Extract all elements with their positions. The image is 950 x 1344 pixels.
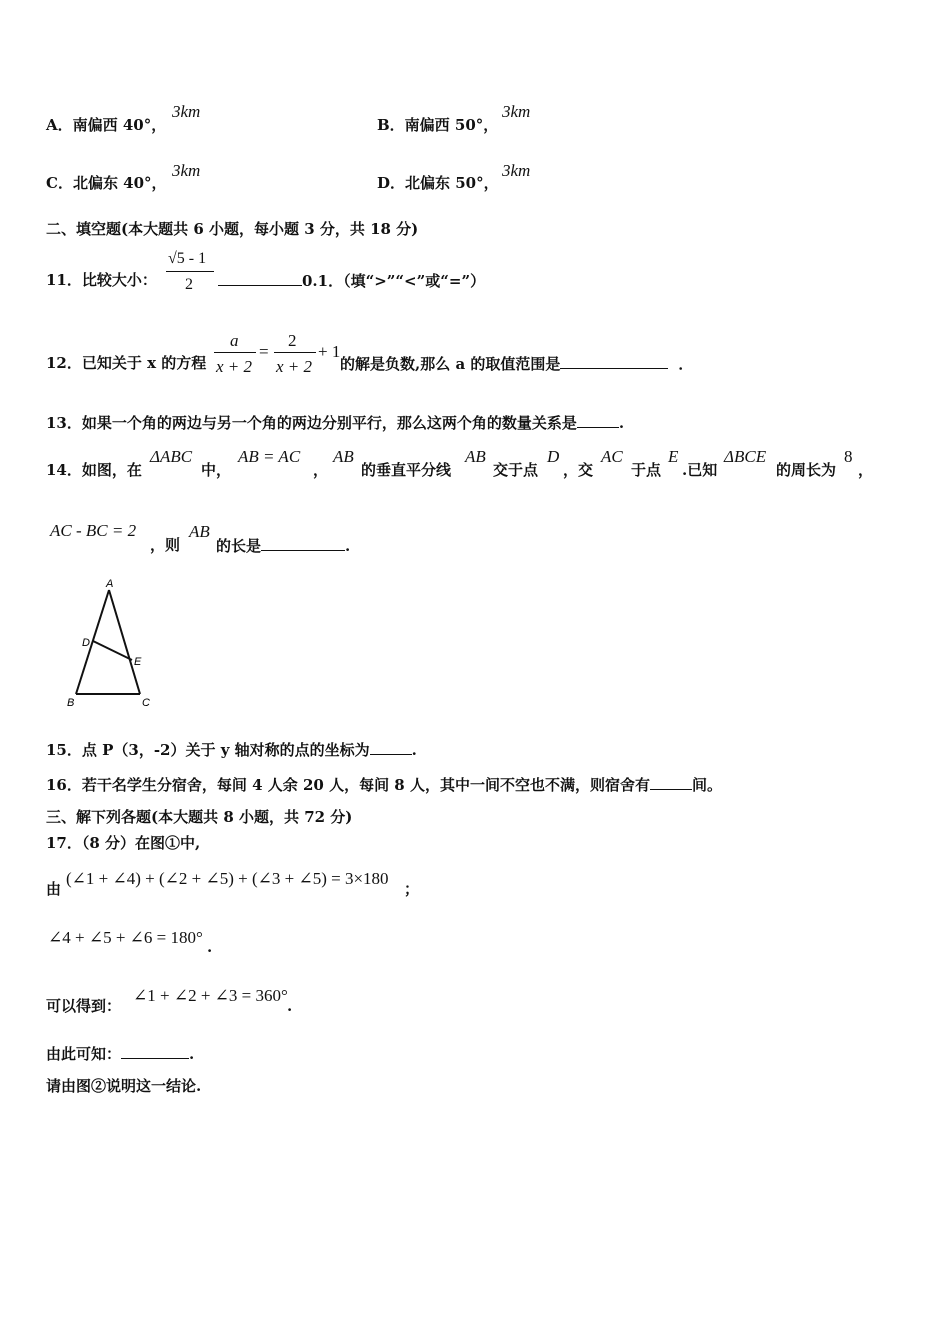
option-b-distance: 3km [502,102,531,121]
q11-fraction-bar [166,271,214,272]
q17-know-label: 由此可知： [46,1045,122,1063]
q14-t13: . [345,537,351,555]
q17-expr2: ∠4 + ∠5 + ∠6 = 180° [48,928,203,947]
q17-explain: 请由图②说明这一结论. [46,1077,202,1095]
q12-prefix: 12．已知关于 x 的方程 [46,354,207,372]
q16-text: 16．若干名学生分宿舍，每间 4 人余 20 人，每间 8 人，其中一间不空也不满，则宿舍有 [46,776,650,794]
q17-get-label: 可以得到： [46,997,122,1015]
q11-suffix: 0.1．（填“>”“<”或“=”） [302,272,486,290]
q14-t5: 交于点 [493,461,539,479]
label-d: D [82,637,90,649]
q11-fraction-denominator: 2 [185,276,193,293]
q11-prefix: 11．比较大小： [46,271,157,289]
q17-answer-blank[interactable] [121,1046,189,1059]
section-3-heading: 三、解下列各题(本大题共 8 小题，共 72 分) [46,808,353,826]
q11-fraction-numerator: √5 - 1 [168,250,207,267]
q16-end: 间。 [691,776,722,794]
q14-m7: E [668,447,679,466]
option-d-distance: 3km [502,161,531,180]
q14-t1: 14．如图，在 [46,461,142,479]
q14-t10: ， [858,461,874,479]
q14-t8: .已知 [682,461,718,479]
label-c: C [142,697,150,709]
option-d-label: D．北偏东 50°， [377,174,499,192]
option-b-label: B．南偏西 50°， [377,116,499,134]
q14-m8: ΔBCE [724,447,767,466]
q14-m5: D [547,447,560,466]
option-c-label: C．北偏东 40°， [46,174,167,192]
q17-expr3: ∠1 + ∠2 + ∠3 = 360° [133,986,288,1005]
q13-answer-blank[interactable] [577,415,619,428]
q12-end: ． [678,355,694,373]
q14-t9: 的周长为 [776,461,837,479]
q12-f2-bar [274,352,316,353]
q14-m11: AB [189,522,210,541]
q12-plus-one: + 1 [318,342,341,361]
q15-answer-blank[interactable] [370,742,412,755]
q14-m6: AC [601,447,623,466]
label-b: B [67,697,75,709]
triangle-figure [60,575,160,710]
q17-expr1: (∠1 + ∠4) + (∠2 + ∠5) + (∠3 + ∠5) = 3×180 [66,869,389,888]
q17-expr3-dot: . [287,997,293,1015]
q17-semicolon: ； [404,880,420,898]
q12-f1-numerator: a [230,331,239,350]
q16-answer-blank[interactable] [650,777,692,790]
q14-t2: 中， [201,461,232,479]
side-ac [109,590,140,694]
option-a-distance: 3km [172,102,201,121]
q12-f2-numerator: 2 [288,331,297,350]
q14-answer-blank[interactable] [261,538,345,551]
q14-t6: ，交 [563,461,594,479]
q12-f1-bar [214,352,256,353]
q12-equals: = [259,342,269,361]
label-e: E [134,656,142,668]
q13-end: . [618,414,625,432]
q14-m2: AB = AC [238,447,301,466]
q14-m1: ΔABC [150,447,193,466]
q17-expr2-dot: . [207,938,213,956]
q12-answer-blank[interactable] [560,356,668,369]
option-c-distance: 3km [172,161,201,180]
q14-t11: ，则 [150,536,181,554]
q14-t12: 的长是 [216,537,262,555]
q14-m4: AB [465,447,486,466]
option-a-label: A．南偏西 40°， [46,116,167,134]
q17-line1: 17．（8 分）在图①中, [46,834,201,852]
q14-m10: AC - BC = 2 [50,521,137,540]
label-a: A [106,578,114,590]
q12-f1-denominator: x + 2 [216,357,253,376]
q14-t3: ， [313,461,329,479]
side-ab [76,590,109,694]
q17-by: 由 [46,880,62,898]
q14-m3: AB [333,447,354,466]
q11-answer-blank[interactable] [218,273,302,286]
q12-suffix: 的解是负数,那么 a 的取值范围是 [340,355,561,373]
q14-t7: 于点 [631,461,662,479]
q14-t4: 的垂直平分线 [361,461,452,479]
section-2-heading: 二、填空题(本大题共 6 小题，每小题 3 分，共 18 分) [46,220,419,238]
q17-know-end: . [189,1045,195,1063]
q12-f2-denominator: x + 2 [276,357,313,376]
q15-text: 15．点 P（3，-2）关于 y 轴对称的点的坐标为 [46,741,370,759]
q15-end: . [411,741,417,759]
q13-text: 13．如果一个角的两边与另一个角的两边分别平行，那么这两个角的数量关系是 [46,414,577,432]
q14-m9: 8 [844,447,853,466]
